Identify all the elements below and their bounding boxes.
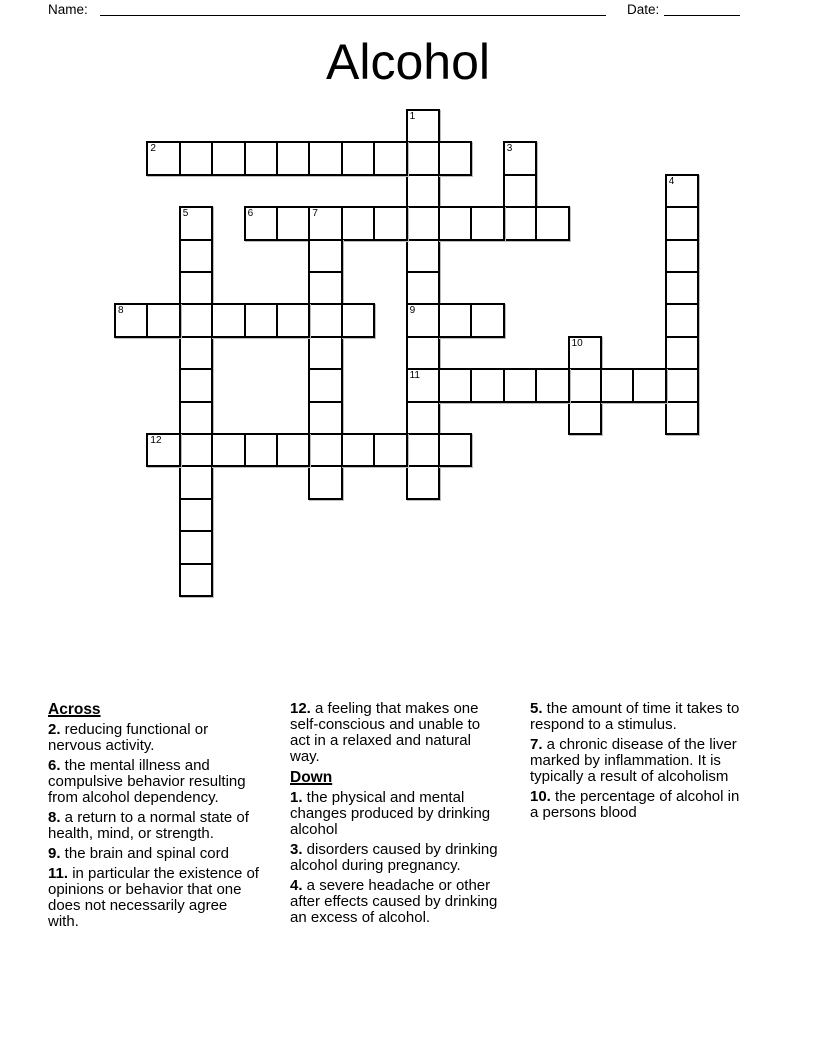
crossword-cell: [665, 174, 699, 208]
clue-down-1: [290, 790, 498, 838]
clue-across-11: [48, 866, 260, 930]
crossword-cell: [406, 239, 440, 273]
crossword-cell: [179, 401, 213, 435]
clue-text: in particular the existence of opinions or behavior that one does not necessarily agree with.: [48, 865, 259, 930]
crossword-cell: [470, 303, 504, 337]
clue-number: 6.: [48, 757, 61, 774]
crossword-cell: [146, 303, 180, 337]
clue-down-4: [290, 878, 498, 926]
crossword-cell: [665, 271, 699, 305]
crossword-cell: [503, 368, 537, 402]
crossword-cell: [373, 433, 407, 467]
crossword-cell: [276, 433, 310, 467]
crossword-cell: [276, 141, 310, 175]
crossword-cell: [503, 141, 537, 175]
clue-text: the amount of time it takes to respond to a stimulus.: [530, 700, 740, 733]
name-blank-line: [100, 0, 606, 16]
date-label: Date:: [627, 2, 660, 17]
clue-number: 12.: [290, 700, 311, 717]
clue-text: the brain and spinal cord: [60, 845, 229, 862]
crossword-cell: [406, 271, 440, 305]
clue-across-6: [48, 758, 260, 806]
clue-number: 5.: [530, 700, 543, 717]
clue-number: 3.: [290, 841, 303, 858]
crossword-cell: [632, 368, 666, 402]
down-clues-list-continued: [530, 701, 742, 821]
clues-column-1: [48, 701, 260, 934]
crossword-cell: [406, 141, 440, 175]
crossword-cell: [244, 433, 278, 467]
cell-number: 11: [409, 370, 420, 382]
crossword-cell: [665, 401, 699, 435]
cell-number: 6: [247, 208, 254, 220]
down-heading: Down: [290, 769, 333, 786]
clue-text: disorders caused by drinking alcohol during pregnancy.: [290, 841, 498, 874]
crossword-cell: [308, 141, 342, 175]
crossword-cell: [665, 206, 699, 240]
crossword-cell: [244, 141, 278, 175]
clue-text: the physical and mental changes produced by drinking alcohol: [290, 789, 491, 838]
cell-number: 8: [118, 305, 124, 317]
crossword-cell: [503, 206, 537, 240]
clue-number: 2.: [48, 721, 61, 738]
crossword-cell: [179, 303, 213, 337]
clue-down-3: [290, 842, 498, 874]
crossword-cell: [438, 433, 472, 467]
crossword-cell: [438, 141, 472, 175]
crossword-cell: [665, 303, 699, 337]
clue-text: a severe headache or other after effects caused by drinking an excess of alcohol.: [290, 877, 498, 926]
clue-text: a feeling that makes one self-conscious and unable to act in a relaxed and natural way.: [290, 700, 481, 765]
clue-text: the percentage of alcohol in a persons blood: [530, 788, 740, 821]
clues-column-2: [290, 701, 498, 930]
crossword-cell: [503, 174, 537, 208]
cell-number: 7: [312, 208, 318, 220]
crossword-cell: [535, 368, 569, 402]
clue-text: a chronic disease of the liver marked by inflammation. It is typically a result of alcoholism: [530, 736, 737, 785]
crossword-cell: [244, 303, 278, 337]
crossword-cell: [373, 141, 407, 175]
crossword-cell: [179, 336, 213, 370]
cell-number: 3: [506, 143, 513, 155]
across-clues-list: [48, 722, 260, 930]
crossword-cell: [179, 368, 213, 402]
crossword-cell: [308, 368, 342, 402]
crossword-cell: [406, 109, 440, 143]
crossword-cell: [665, 239, 699, 273]
crossword-cell: [179, 530, 213, 564]
clue-down-10: [530, 789, 742, 821]
crossword-cell: [146, 433, 180, 467]
crossword-cell: [665, 368, 699, 402]
clue-text: reducing functional or nervous activity.: [48, 721, 209, 754]
crossword-cell: [438, 368, 472, 402]
clue-number: 4.: [290, 877, 303, 894]
crossword-cell: [146, 141, 180, 175]
down-clues-list: [290, 790, 498, 926]
crossword-cell: [276, 206, 310, 240]
crossword-cell: [568, 336, 602, 370]
clue-number: 8.: [48, 809, 61, 826]
clue-number: 7.: [530, 736, 543, 753]
puzzle-title: Alcohol: [326, 34, 490, 90]
crossword-cell: [600, 368, 634, 402]
crossword-cell: [308, 206, 342, 240]
crossword-cell: [179, 465, 213, 499]
clue-number: 11.: [48, 865, 69, 882]
crossword-cell: [406, 368, 440, 402]
crossword-cell: [406, 465, 440, 499]
crossword-cell: [406, 336, 440, 370]
clue-text: the mental illness and compulsive behavior resulting from alcohol dependency.: [48, 757, 246, 806]
clue-down-7: [530, 737, 742, 785]
crossword-cell: [211, 433, 245, 467]
across-heading: Across: [48, 701, 101, 718]
crossword-cell: [179, 239, 213, 273]
crossword-cell: [114, 303, 148, 337]
crossword-cell: [308, 336, 342, 370]
crossword-cell: [341, 433, 375, 467]
clue-across-8: [48, 810, 260, 842]
crossword-cell: [568, 368, 602, 402]
crossword-cell: [179, 433, 213, 467]
crossword-cell: [211, 303, 245, 337]
crossword-cell: [406, 303, 440, 337]
crossword-cell: [406, 174, 440, 208]
clue-across-12: [290, 701, 498, 765]
crossword-cell: [276, 303, 310, 337]
cell-number: 9: [409, 305, 416, 317]
clue-across-9: [48, 846, 260, 862]
crossword-cell: [341, 303, 375, 337]
cell-number: 10: [571, 337, 583, 349]
crossword-cell: [470, 368, 504, 402]
crossword-cell: [341, 206, 375, 240]
name-label: Name:: [48, 2, 88, 17]
crossword-cell: [438, 206, 472, 240]
crossword-cell: [308, 239, 342, 273]
crossword-cell: [373, 206, 407, 240]
across-clues-list-continued: [290, 701, 498, 765]
crossword-cell: [665, 336, 699, 370]
crossword-cell: [406, 401, 440, 435]
crossword-cell: [438, 303, 472, 337]
clue-down-5: [530, 701, 742, 733]
crossword-cell: [406, 206, 440, 240]
cell-number: 1: [409, 111, 416, 122]
clue-number: 1.: [290, 789, 303, 806]
crossword-cell: [308, 401, 342, 435]
crossword-cell: [179, 498, 213, 532]
crossword-cell: [179, 563, 213, 597]
clues-column-3: [530, 701, 742, 825]
crossword-cell: [470, 206, 504, 240]
crossword-cell: [179, 206, 213, 240]
clue-across-2: [48, 722, 260, 754]
crossword-cell: [308, 433, 342, 467]
crossword-grid: [115, 110, 701, 599]
crossword-cell: [535, 206, 569, 240]
clue-text: a return to a normal state of health, mind, or strength.: [48, 809, 249, 842]
crossword-cell: [568, 401, 602, 435]
date-blank-line: [664, 0, 740, 16]
cell-number: 5: [182, 208, 189, 220]
crossword-cell: [341, 141, 375, 175]
clue-number: 9.: [48, 845, 61, 862]
cell-number: 2: [150, 143, 156, 155]
crossword-cell: [179, 141, 213, 175]
crossword-cell: [244, 206, 278, 240]
crossword-cell: [211, 141, 245, 175]
crossword-cell: [308, 303, 342, 337]
cell-number: 12: [150, 435, 162, 446]
crossword-cell: [308, 271, 342, 305]
cell-number: 4: [668, 175, 675, 187]
clue-number: 10.: [530, 788, 551, 805]
crossword-cell: [308, 465, 342, 499]
crossword-cell: [179, 271, 213, 305]
crossword-cell: [406, 433, 440, 467]
